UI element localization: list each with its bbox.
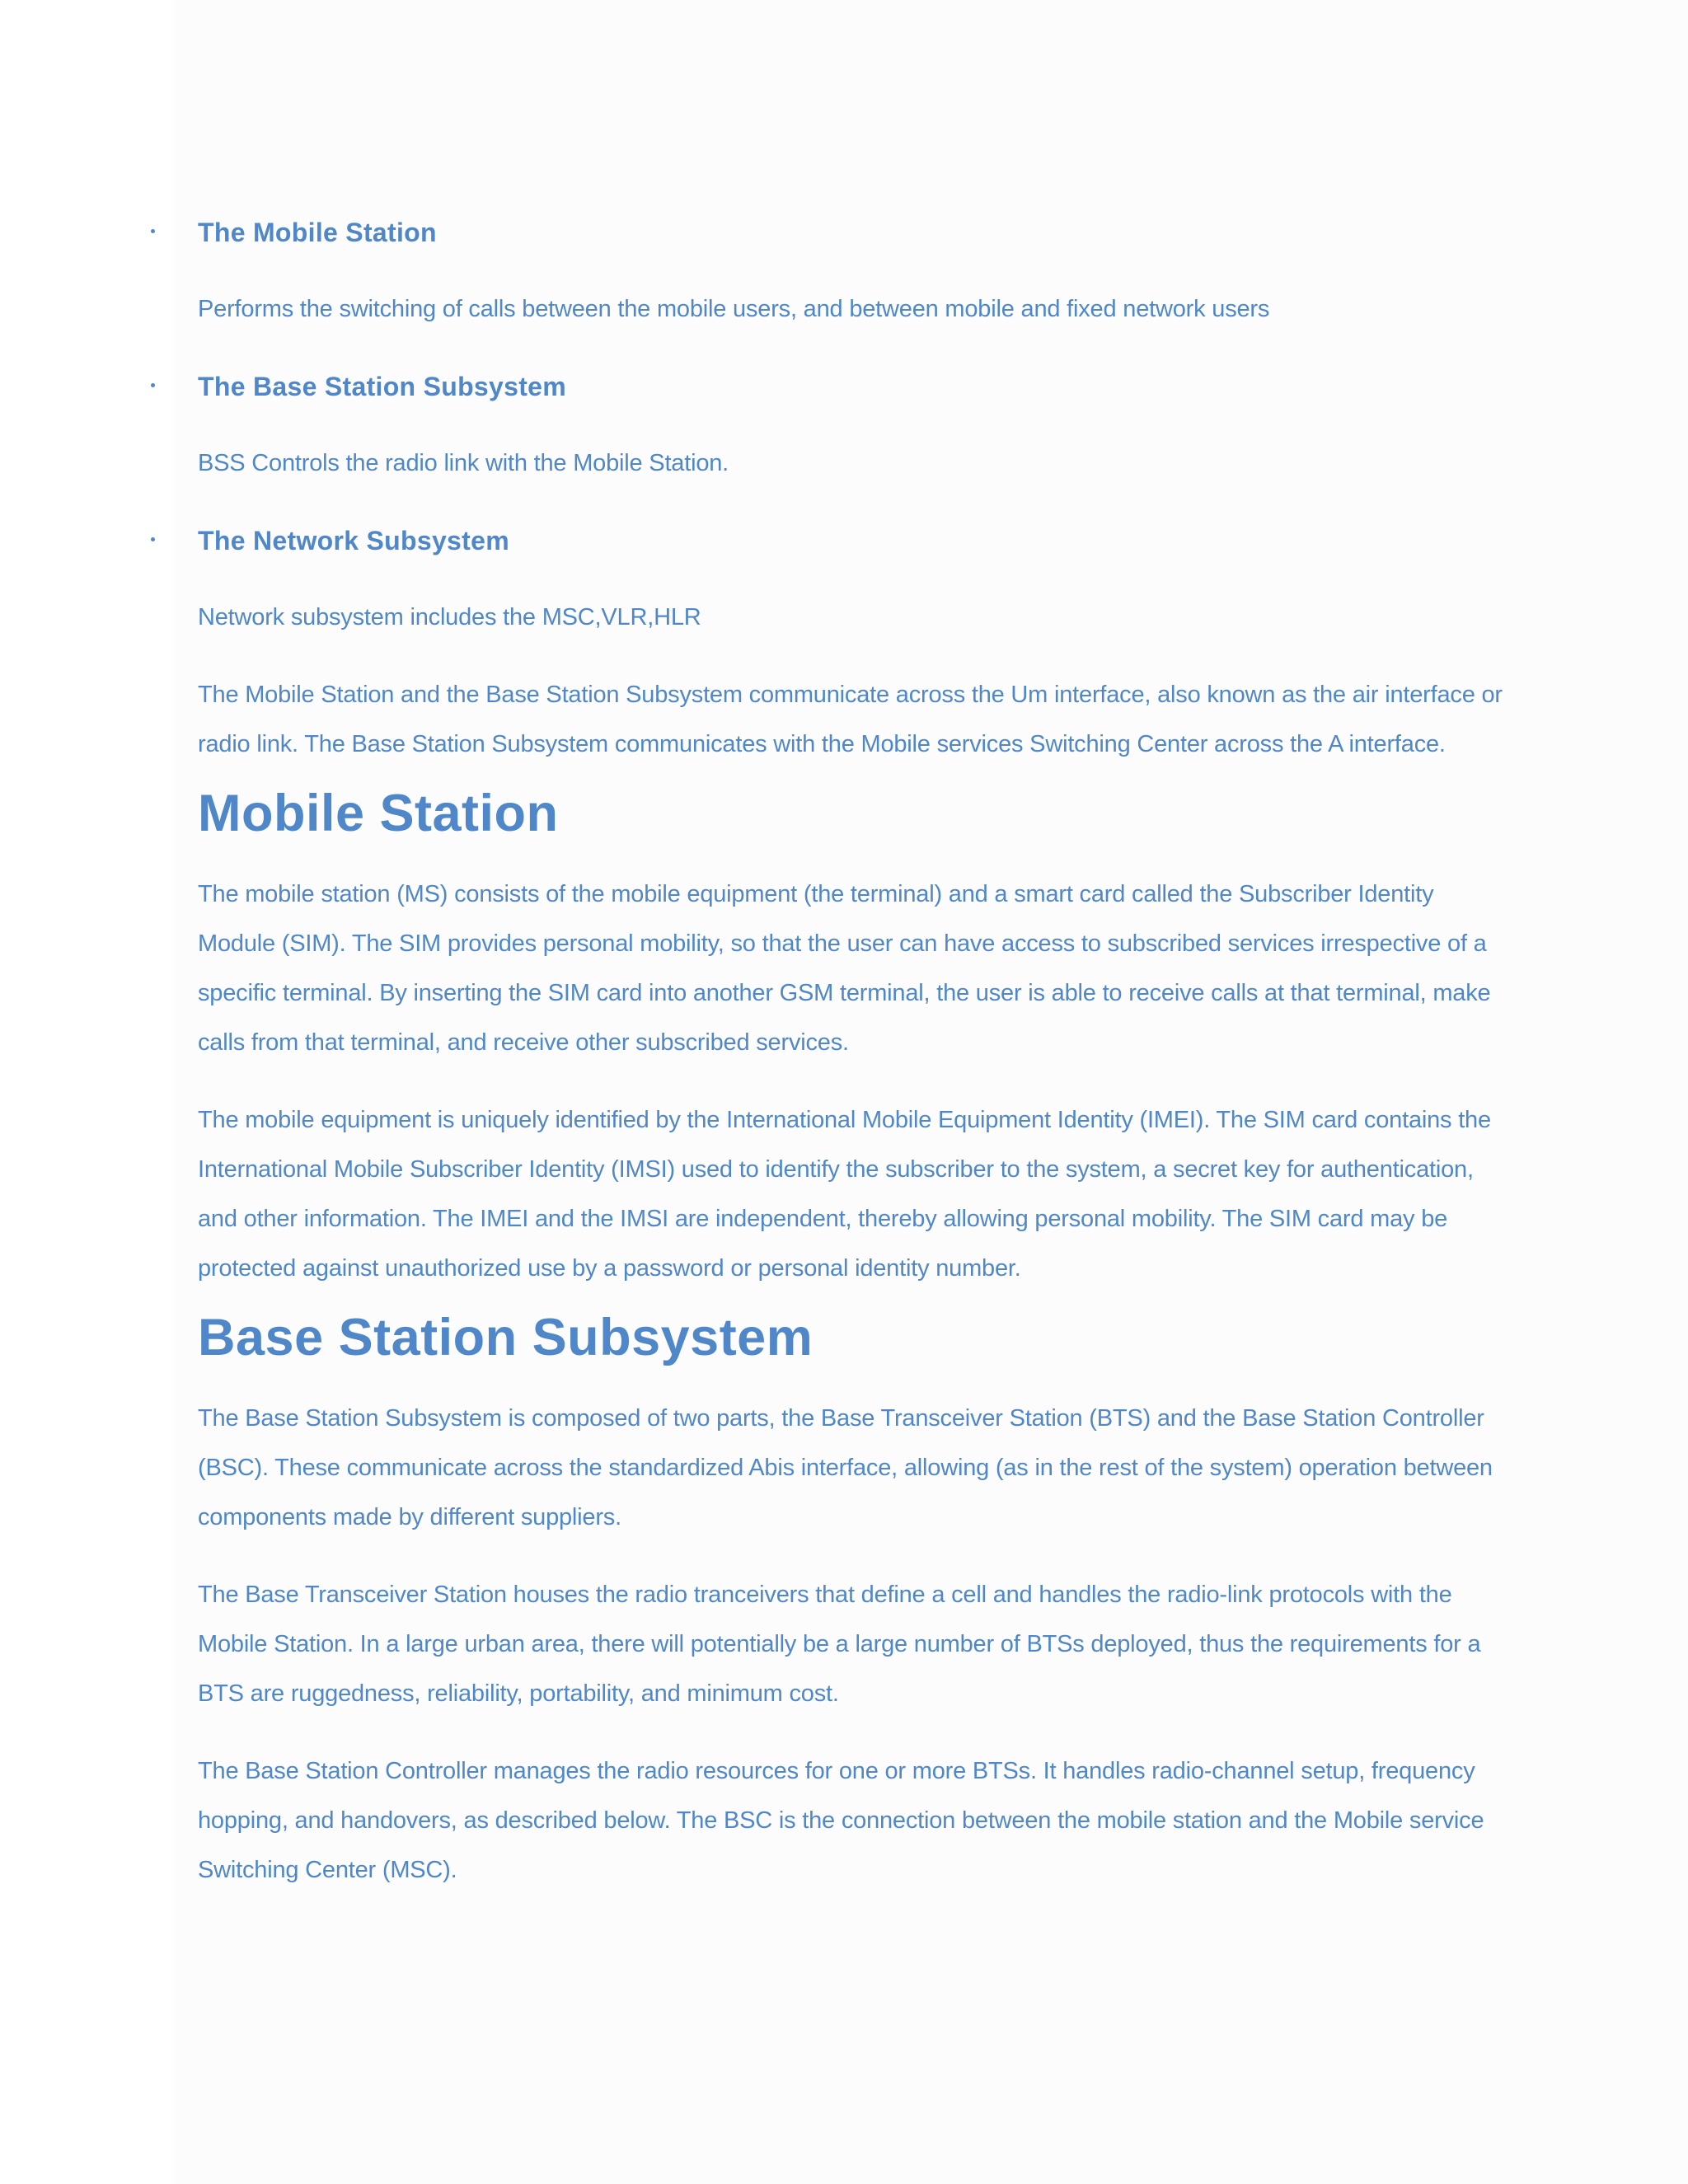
- paragraph: The mobile station (MS) consists of the mobile equipment (the terminal) and a smart card called the Subscriber Identity Module (SIM). The SIM provides personal mobility, so that the user can have access to subscribed services irrespective of a specific terminal. By inserting the SIM card into another GSM terminal, the user is able to receive calls at that terminal, make calls from that terminal, and receive other subscribed services.: [198, 881, 1491, 1056]
- bullet-dot-icon: [151, 537, 155, 541]
- bullet-text: Performs the switching of calls between the mobile users, and between mobile and fixed network users: [198, 296, 1270, 322]
- bullet-item-network-subsystem: [198, 516, 1517, 565]
- bullet-item-mobile-station: [198, 208, 1517, 257]
- paragraph: The Base Station Controller manages the radio resources for one or more BTSs. It handles radio-channel setup, frequency hopping, and handovers, as described below. The BSC is the connection between the mobile station and the Mobile service Switching Center (MSC).: [198, 1758, 1484, 1883]
- bullet-title: The Network Subsystem: [198, 526, 509, 555]
- bullet-title: The Mobile Station: [198, 218, 437, 247]
- paragraph: The mobile equipment is uniquely identified by the International Mobile Equipment Identity (IMEI). The SIM card contains the International Mobile Subscriber Identity (IMSI) used to identify the subscriber to the system, a secret key for authentication, and other information. The IMEI and the IMSI are independent, thereby allowing personal mobility. The SIM card may be protected against unauthorized use by a password or personal identity number.: [198, 1107, 1491, 1282]
- document-content: [198, 208, 1517, 1895]
- bullet-text: BSS Controls the radio link with the Mobile Station.: [198, 450, 729, 476]
- bullet-dot-icon: [151, 229, 155, 233]
- bullet-dot-icon: [151, 383, 155, 387]
- paragraph: The Base Transceiver Station houses the radio tranceivers that define a cell and handles the radio-link protocols with the Mobile Station. In a large urban area, there will potentially be a large number of BTSs deployed, thus the requirements for a BTS are ruggedness, reliability, portability, and minimum cost.: [198, 1582, 1481, 1707]
- section-heading-base-station-subsystem: Base Station Subsystem: [198, 1309, 814, 1366]
- bullet-title: The Base Station Subsystem: [198, 372, 567, 401]
- bullet-item-base-station-subsystem: [198, 362, 1517, 411]
- bullet-text: Network subsystem includes the MSC,VLR,HLR: [198, 604, 701, 630]
- section-heading-mobile-station: Mobile Station: [198, 785, 559, 842]
- paragraph: The Base Station Subsystem is composed of two parts, the Base Transceiver Station (BTS) and the Base Station Controller (BSC). These communicate across the standardized Abis interface, allowing (as in the rest of the system) operation between components made by different suppliers.: [198, 1405, 1493, 1530]
- intro-paragraph: The Mobile Station and the Base Station Subsystem communicate across the Um interface, also known as the air interface or radio link. The Base Station Subsystem communicates with the Mobile services Switching Center across the A interface.: [198, 682, 1503, 757]
